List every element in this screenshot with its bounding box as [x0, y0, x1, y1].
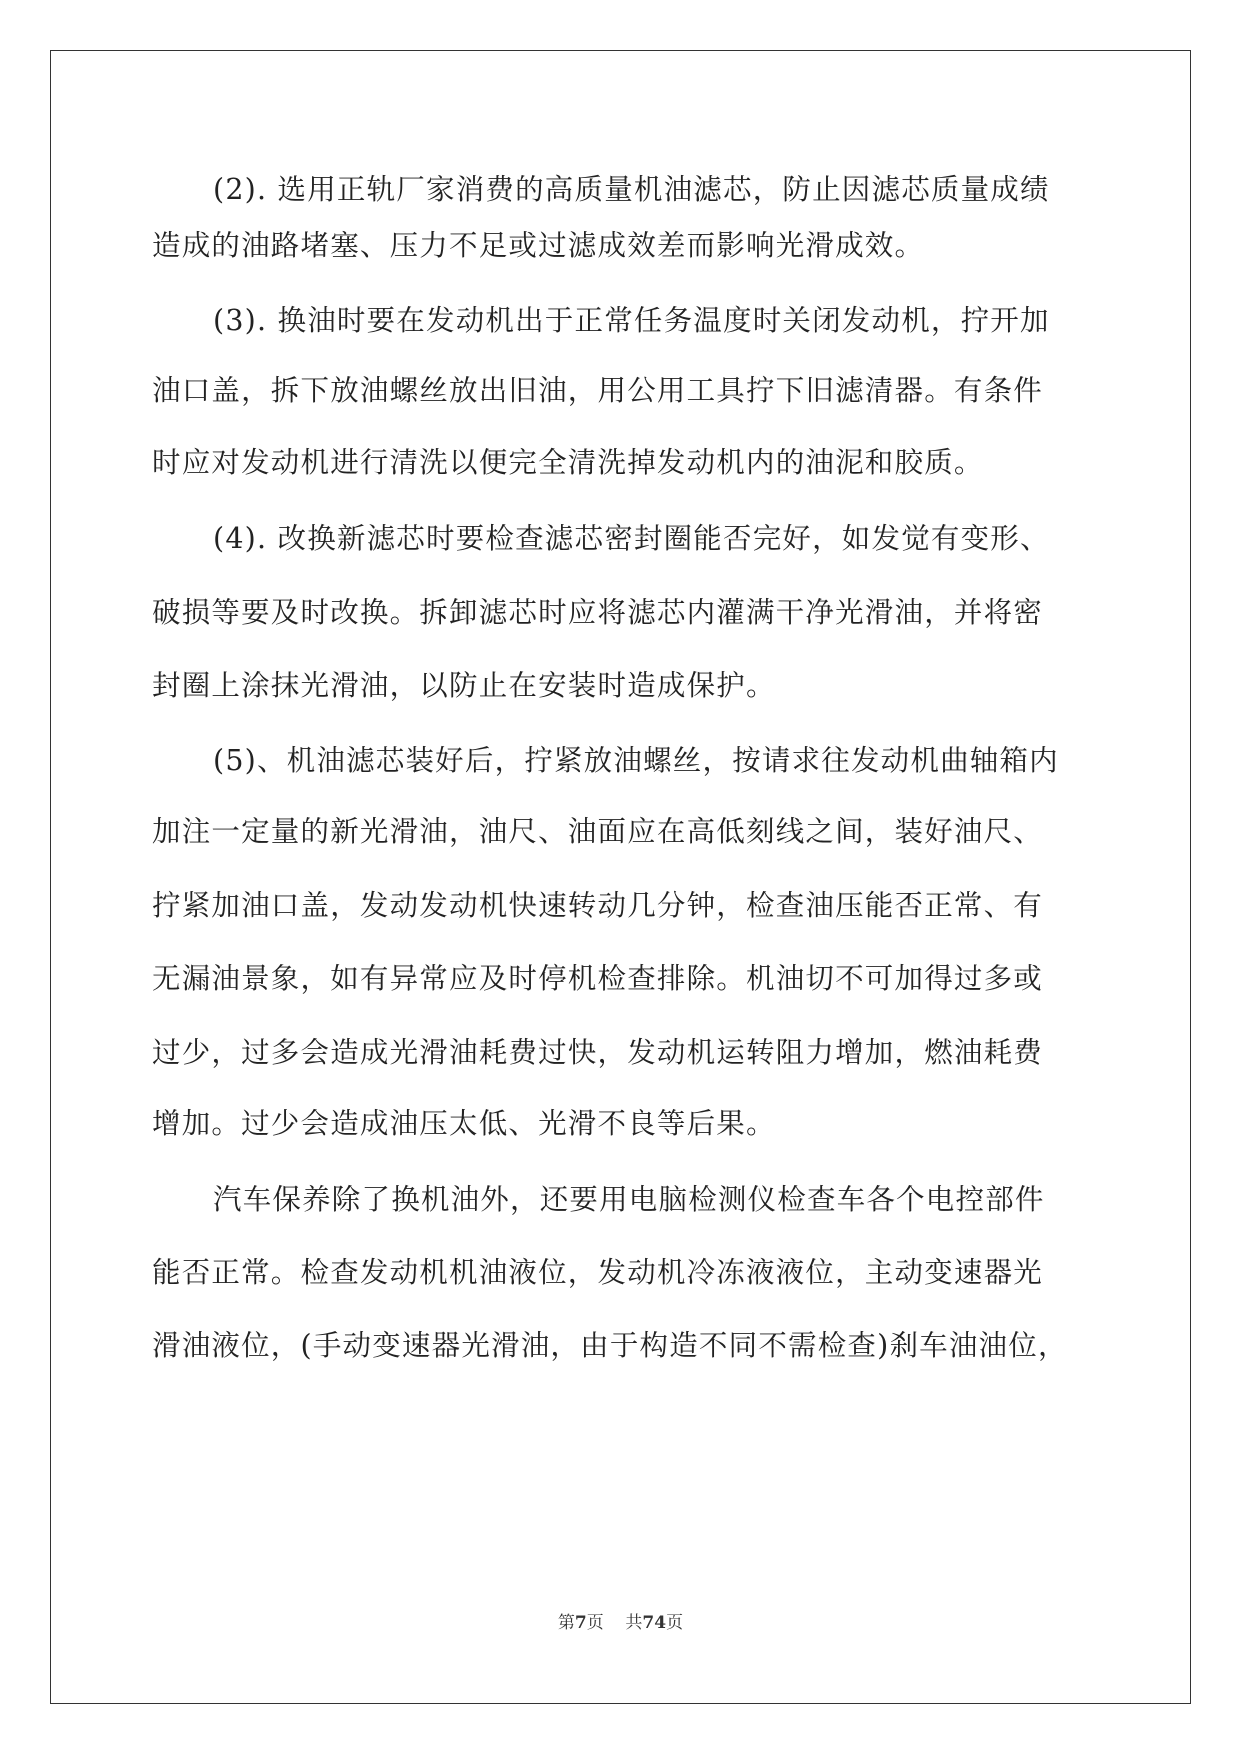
- text-line-6: (4). 改换新滤芯时要检查滤芯密封圈能否完好，如发觉有变形、: [213, 522, 1050, 555]
- text-line-1: (2). 选用正轨厂家消费的高质量机油滤芯，防止因滤芯质量成绩: [213, 173, 1050, 206]
- page-prefix: 第: [557, 1613, 575, 1633]
- text-line-2: 造成的油路堵塞、压力不足或过滤成效差而影响光滑成效。: [152, 229, 925, 262]
- text-line-5: 时应对发动机进行清洗以便完全清洗掉发动机内的油泥和胶质。: [152, 446, 984, 479]
- text-line-16: 能否正常。检查发动机机油液位，发动机冷冻液液位，主动变速器光: [152, 1256, 1044, 1289]
- text-line-8: 封圈上涂抹光滑油，以防止在安装时造成保护。: [152, 669, 776, 702]
- total-prefix: 共: [625, 1613, 643, 1633]
- text-line-11: 拧紧加油口盖，发动发动机快速转动几分钟，检查油压能否正常、有: [152, 889, 1044, 922]
- page-border: [50, 50, 1191, 1704]
- text-line-3: (3). 换油时要在发动机出于正常任务温度时关闭发动机，拧开加: [213, 304, 1050, 337]
- text-line-12: 无漏油景象，如有异常应及时停机检查排除。机油切不可加得过多或: [152, 962, 1044, 995]
- text-line-10: 加注一定量的新光滑油，油尺、油面应在高低刻线之间，装好油尺、: [152, 815, 1044, 848]
- text-line-7: 破损等要及时改换。拆卸滤芯时应将滤芯内灌满干净光滑油，并将密: [152, 596, 1044, 629]
- total-pages: 74: [642, 1613, 667, 1633]
- text-line-4: 油口盖，拆下放油螺丝放出旧油，用公用工具拧下旧滤清器。有条件: [152, 374, 1044, 407]
- text-line-14: 增加。过少会造成油压太低、光滑不良等后果。: [152, 1107, 776, 1140]
- page-number: 7: [574, 1613, 587, 1633]
- text-line-13: 过少，过多会造成光滑油耗费过快，发动机运转阻力增加，燃油耗费: [152, 1036, 1044, 1069]
- page-footer: [0, 1608, 1241, 1633]
- page-unit: 页: [586, 1613, 604, 1633]
- text-line-15: 汽车保养除了换机油外，还要用电脑检测仪检查车各个电控部件: [213, 1183, 1045, 1216]
- text-line-9: (5)、机油滤芯装好后，拧紧放油螺丝，按请求往发动机曲轴箱内: [213, 744, 1059, 777]
- text-line-17: 滑油液位，(手动变速器光滑油，由于构造不同不需检查)刹车油油位，: [152, 1329, 1068, 1362]
- total-unit: 页: [666, 1613, 684, 1633]
